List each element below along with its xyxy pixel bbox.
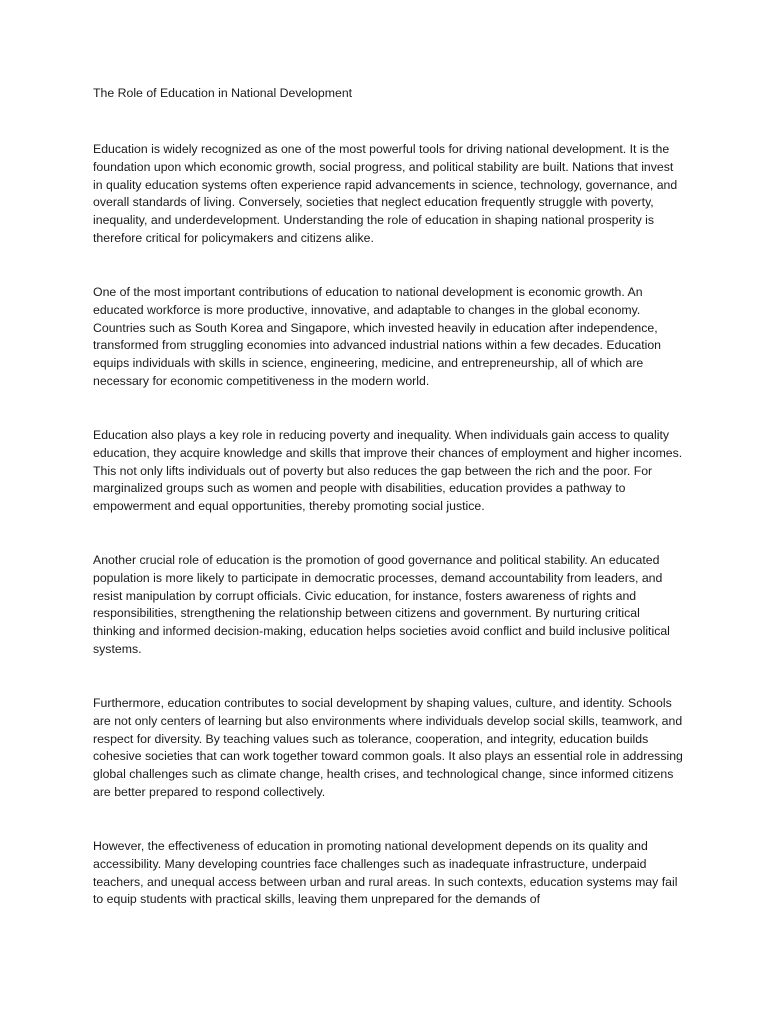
- paragraph-economic-growth: One of the most important contributions of education to national development is economic growth. An educated workforce is more productive, innovative, and adaptable to changes in the global economy. Countries such as South Korea and Singapore, which invested heavily in education after independence, transformed from struggling economies into advanced industrial nations within a few decades. Education equips individuals with skills in science, engineering, medicine, and entrepreneurship, all of which are necessary for economic competitiveness in the modern world.: [93, 285, 662, 388]
- paragraph-challenges: However, the effectiveness of education in promoting national development depends on its quality and accessibility. Many developing countries face challenges such as inadequate infrastructure, underpaid teachers, and unequal access between urban and rural areas. In such contexts, education systems may fail to equip students with practical skills, leaving them unprepared for the demands of: [93, 839, 678, 907]
- paragraph-poverty-inequality: Education also plays a key role in reducing poverty and inequality. When individuals gain access to quality education, they acquire knowledge and skills that improve their chances of employment and higher incomes. This not only lifts individuals out of poverty but also reduces the gap between the rich and the poor. For marginalized groups such as women and people with disabilities, education provides a pathway to empowerment and equal opportunities, thereby promoting social justice.: [93, 428, 683, 514]
- document-body: [93, 85, 683, 907]
- paragraph-introduction: Education is widely recognized as one of the most powerful tools for driving national development. It is the foundation upon which economic growth, social progress, and political stability are built. Nations that invest in quality education systems often experience rapid advancements in science, technology, governance, and overall standards of living. Conversely, societies that neglect education frequently struggle with poverty, inequality, and underdevelopment. Understanding the role of education in shaping national prosperity is therefore critical for policymakers and citizens alike.: [93, 142, 678, 245]
- paragraph-governance: Another crucial role of education is the promotion of good governance and political stability. An educated population is more likely to participate in democratic processes, demand accountability from leaders, and resist manipulation by corrupt officials. Civic education, for instance, fosters awareness of rights and responsibilities, strengthening the relationship between citizens and government. By nurturing critical thinking and informed decision-making, education helps societies avoid conflict and build inclusive political systems.: [93, 553, 670, 656]
- document-title: The Role of Education in National Development: [93, 86, 353, 100]
- paragraph-social-development: Furthermore, education contributes to social development by shaping values, culture, and identity. Schools are not only centers of learning but also environments where individuals develop social skills, teamwork, and respect for diversity. By teaching values such as tolerance, cooperation, and integrity, education builds cohesive societies that can work together toward common goals. It also plays an essential role in addressing global challenges such as climate change, health crises, and technological change, since informed citizens are better prepared to respond collectively.: [93, 696, 683, 799]
